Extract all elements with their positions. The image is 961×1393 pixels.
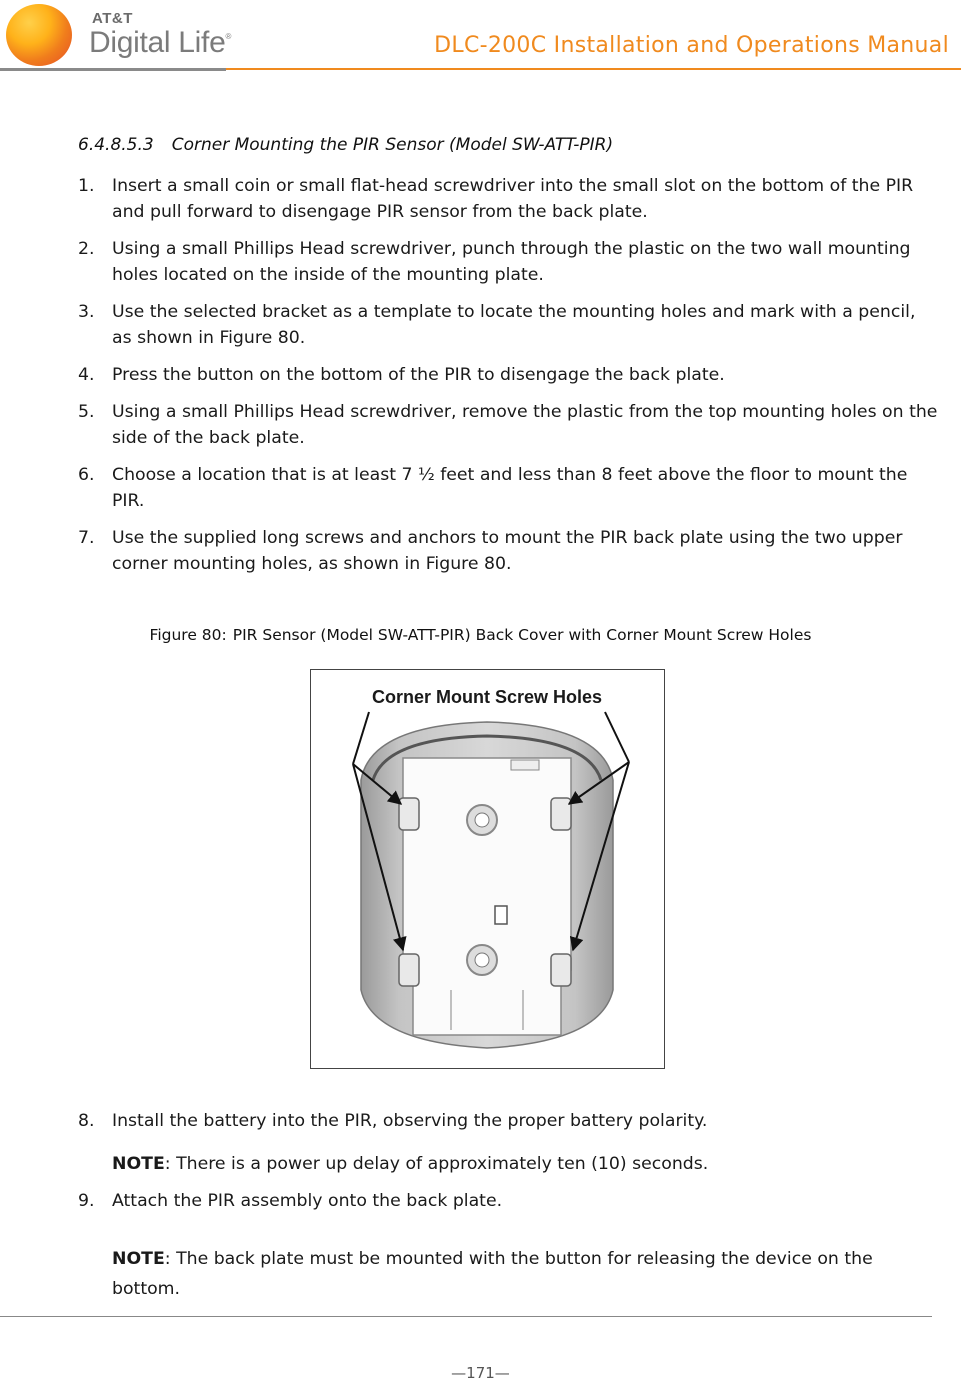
corner-screw-hole-bottom-left: [399, 954, 419, 986]
step-text: Choose a location that is at least 7 ½ feet and less than 8 feet above the floor to mount the PIR.: [112, 465, 908, 511]
step-text: Use the selected bracket as a template to locate the mounting holes and mark with a pencil, as shown in Figure 80.: [112, 302, 916, 348]
step-number: 7.: [78, 528, 95, 548]
instruction-steps: [78, 173, 938, 588]
step-text: Insert a small coin or small flat-head screwdriver into the small slot on the bottom of the PIR and pull forward to disengage PIR sensor from the back plate.: [112, 176, 914, 222]
section-number: 6.4.8.5.3: [78, 135, 154, 155]
section-heading: [78, 135, 613, 155]
step-text: Using a small Phillips Head screwdriver, punch through the plastic on the two wall mounting holes located on the inside of the mounting plate.: [112, 239, 911, 285]
step-text: Press the button on the bottom of the PIR to disengage the back plate.: [112, 365, 725, 385]
header-rule-gray: [0, 68, 226, 71]
step-number: 3.: [78, 302, 95, 322]
step-number: 2.: [78, 239, 95, 259]
document-title: DLC-200C Installation and Operations Manual: [434, 33, 949, 58]
list-item: [78, 1108, 961, 1134]
plate-tab: [511, 760, 539, 770]
step-text: Install the battery into the PIR, observing the proper battery polarity.: [112, 1111, 708, 1131]
corner-screw-hole-top-left: [399, 798, 419, 830]
list-item: [78, 1188, 961, 1214]
list-item: [78, 399, 938, 451]
corner-screw-hole-top-right: [551, 798, 571, 830]
figure-label: Figure 80:: [149, 626, 227, 644]
note-label: NOTE: [112, 1249, 165, 1269]
logo-digital-life-text: [89, 26, 231, 60]
step-text: Use the supplied long screws and anchors to mount the PIR back plate using the two upper corner mounting holes, as shown in Figure 80.: [112, 528, 903, 574]
section-title: Corner Mounting the PIR Sensor (Model SW-ATT-PIR): [171, 135, 614, 155]
note-text: : There is a power up delay of approximately ten (10) seconds.: [164, 1154, 709, 1174]
center-screw-hole-upper-inner: [475, 813, 489, 827]
figure-caption-text: PIR Sensor (Model SW-ATT-PIR) Back Cover with Corner Mount Screw Holes: [232, 626, 812, 644]
inner-mounting-plate: [403, 758, 571, 1035]
logo-att-text: AT&T: [92, 10, 133, 27]
pir-back-cover-illustration: [311, 670, 664, 1068]
footer-rule: [0, 1316, 932, 1317]
note-power-delay: [112, 1149, 932, 1179]
att-globe-logo-icon: [6, 4, 72, 66]
step-number: 5.: [78, 402, 95, 422]
list-item: [78, 525, 938, 577]
figure-caption: [0, 626, 961, 644]
page-number: —171—: [451, 1364, 510, 1382]
note-text: : The back plate must be mounted with the button for releasing the device on the bottom.: [112, 1249, 873, 1299]
step-text: Attach the PIR assembly onto the back plate.: [112, 1191, 503, 1211]
list-item: [78, 362, 938, 388]
step-number: 4.: [78, 365, 95, 385]
center-screw-hole-lower-inner: [475, 953, 489, 967]
list-item: [78, 299, 938, 351]
header-rule-orange: [226, 68, 961, 70]
release-slot: [495, 906, 507, 924]
logo-registered-mark: ®: [225, 32, 232, 41]
page-header: [0, 0, 961, 72]
step-number: 1.: [78, 176, 95, 196]
logo-digital-life-label: Digital Life: [89, 26, 226, 59]
corner-screw-hole-bottom-right: [551, 954, 571, 986]
arrow-line: [605, 712, 629, 762]
list-item: [78, 173, 938, 225]
arrow-line: [353, 712, 369, 764]
note-back-plate: [112, 1244, 932, 1304]
pir-back-cover-figure: [310, 669, 665, 1069]
step-number: 8.: [78, 1111, 95, 1131]
step-number: 6.: [78, 465, 95, 485]
list-item: [78, 236, 938, 288]
list-item: [78, 462, 938, 514]
step-number: 9.: [78, 1191, 95, 1211]
image-label-text: Corner Mount Screw Holes: [371, 687, 603, 707]
note-label: NOTE: [112, 1154, 165, 1174]
step-text: Using a small Phillips Head screwdriver, remove the plastic from the top mounting holes on the side of the back plate.: [112, 402, 938, 448]
